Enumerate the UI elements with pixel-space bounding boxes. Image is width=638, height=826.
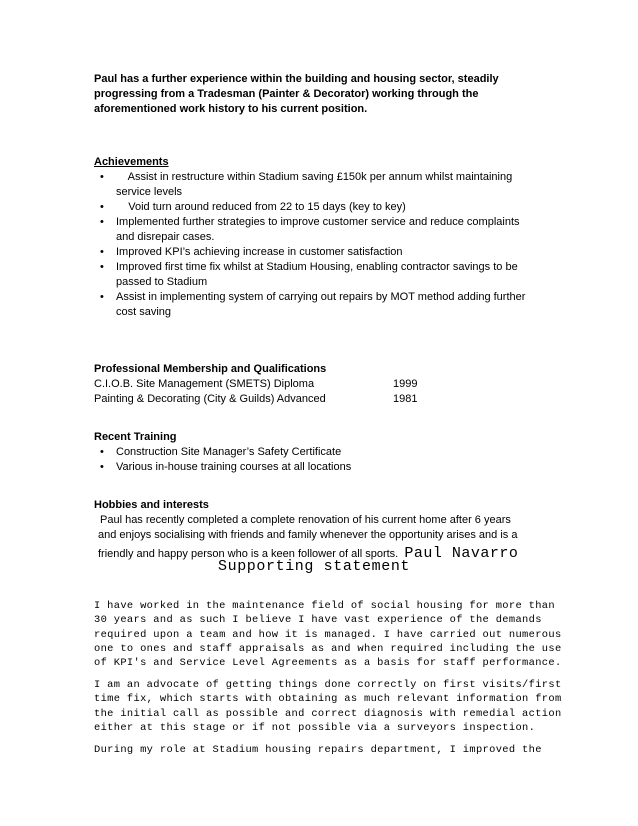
achievements-section [94,155,564,320]
author-name: Paul Navarro [404,545,519,562]
intro-paragraph [94,72,564,117]
bullet-icon: • [100,446,104,458]
list-item: • Implemented further strategies to improve customer service and reduce complaints and disrepair cases. [100,216,520,243]
qualifications-heading: Professional Membership and Qualifications [94,363,327,375]
training-section [94,430,564,475]
hobbies-heading: Hobbies and interests [94,499,209,511]
bullet-icon: • [100,246,104,258]
statement-paragraph: I have worked in the maintenance field of social housing for more than 30 years and as such I believe I have vast experience of the demands required upon a team and how it is managed. I have carried out numerous one to ones and staff appraisals as and when required including the use of KPI's and Service Level Agreements as a basis for staff performance. [94,600,562,670]
qualifications-section [94,362,564,407]
statement-paragraph: During my role at Stadium housing repairs department, I improved the [94,744,542,756]
list-item: • Construction Site Manager’s Safety Certificate [100,446,342,458]
qualification-row [94,392,564,407]
qualification-row [94,377,564,392]
qualification-name: Painting & Decorating (City & Guilds) Advanced [94,393,326,405]
bullet-icon: • [100,171,104,183]
qualification-year: 1981 [393,393,418,405]
statement-title: Supporting statement [218,558,411,575]
intro-line: aforementioned work history to his current position. [94,103,368,115]
hobbies-line: friendly and happy person who is a keen follower of all sports. [98,548,399,560]
bullet-icon: • [100,216,104,228]
training-list [94,445,564,475]
bullet-icon: • [100,291,104,303]
training-heading: Recent Training [94,431,177,443]
qualification-year: 1999 [393,378,418,390]
achievements-heading: Achievements [94,156,169,168]
achievements-list [94,170,564,320]
intro-line: progressing from a Tradesman (Painter & Decorator) working through the [94,88,479,100]
list-item: • Assist in restructure within Stadium saving £150k per annum whilst maintaining service levels [100,171,513,198]
intro-line: Paul has a further experience within the building and housing sector, steadily [94,73,499,85]
list-item: • Improved KPI’s achieving increase in customer satisfaction [100,246,403,258]
hobbies-text: Paul has recently completed a complete renovation of his current home after 6 years and enjoys socialising with friends and family whenever the opportunity arises and is a friendly and happy person who is a keen follower of all sports. Paul Navarro [98,514,519,562]
qualification-name: C.I.O.B. Site Management (SMETS) Diploma [94,378,315,390]
list-item: • Improved first time fix whilst at Stadium Housing, enabling contractor savings to be passed to Stadium [100,261,518,288]
list-item: • Void turn around reduced from 22 to 15 days (key to key) [100,201,406,213]
bullet-icon: • [100,201,104,213]
bullet-icon: • [100,461,104,473]
statement-paragraph: I am an advocate of getting things done correctly on first visits/first time fix, which starts with obtaining as much relevant information from the initial call as possible and correct diagnosis with remedial action either at this stage or if not possible via a surveyors inspection. [94,679,562,734]
hobbies-section [94,498,564,562]
list-item: • Various in-house training courses at all locations [100,461,352,473]
bullet-icon: • [100,261,104,273]
list-item: • Assist in implementing system of carrying out repairs by MOT method adding further cost saving [100,291,526,318]
